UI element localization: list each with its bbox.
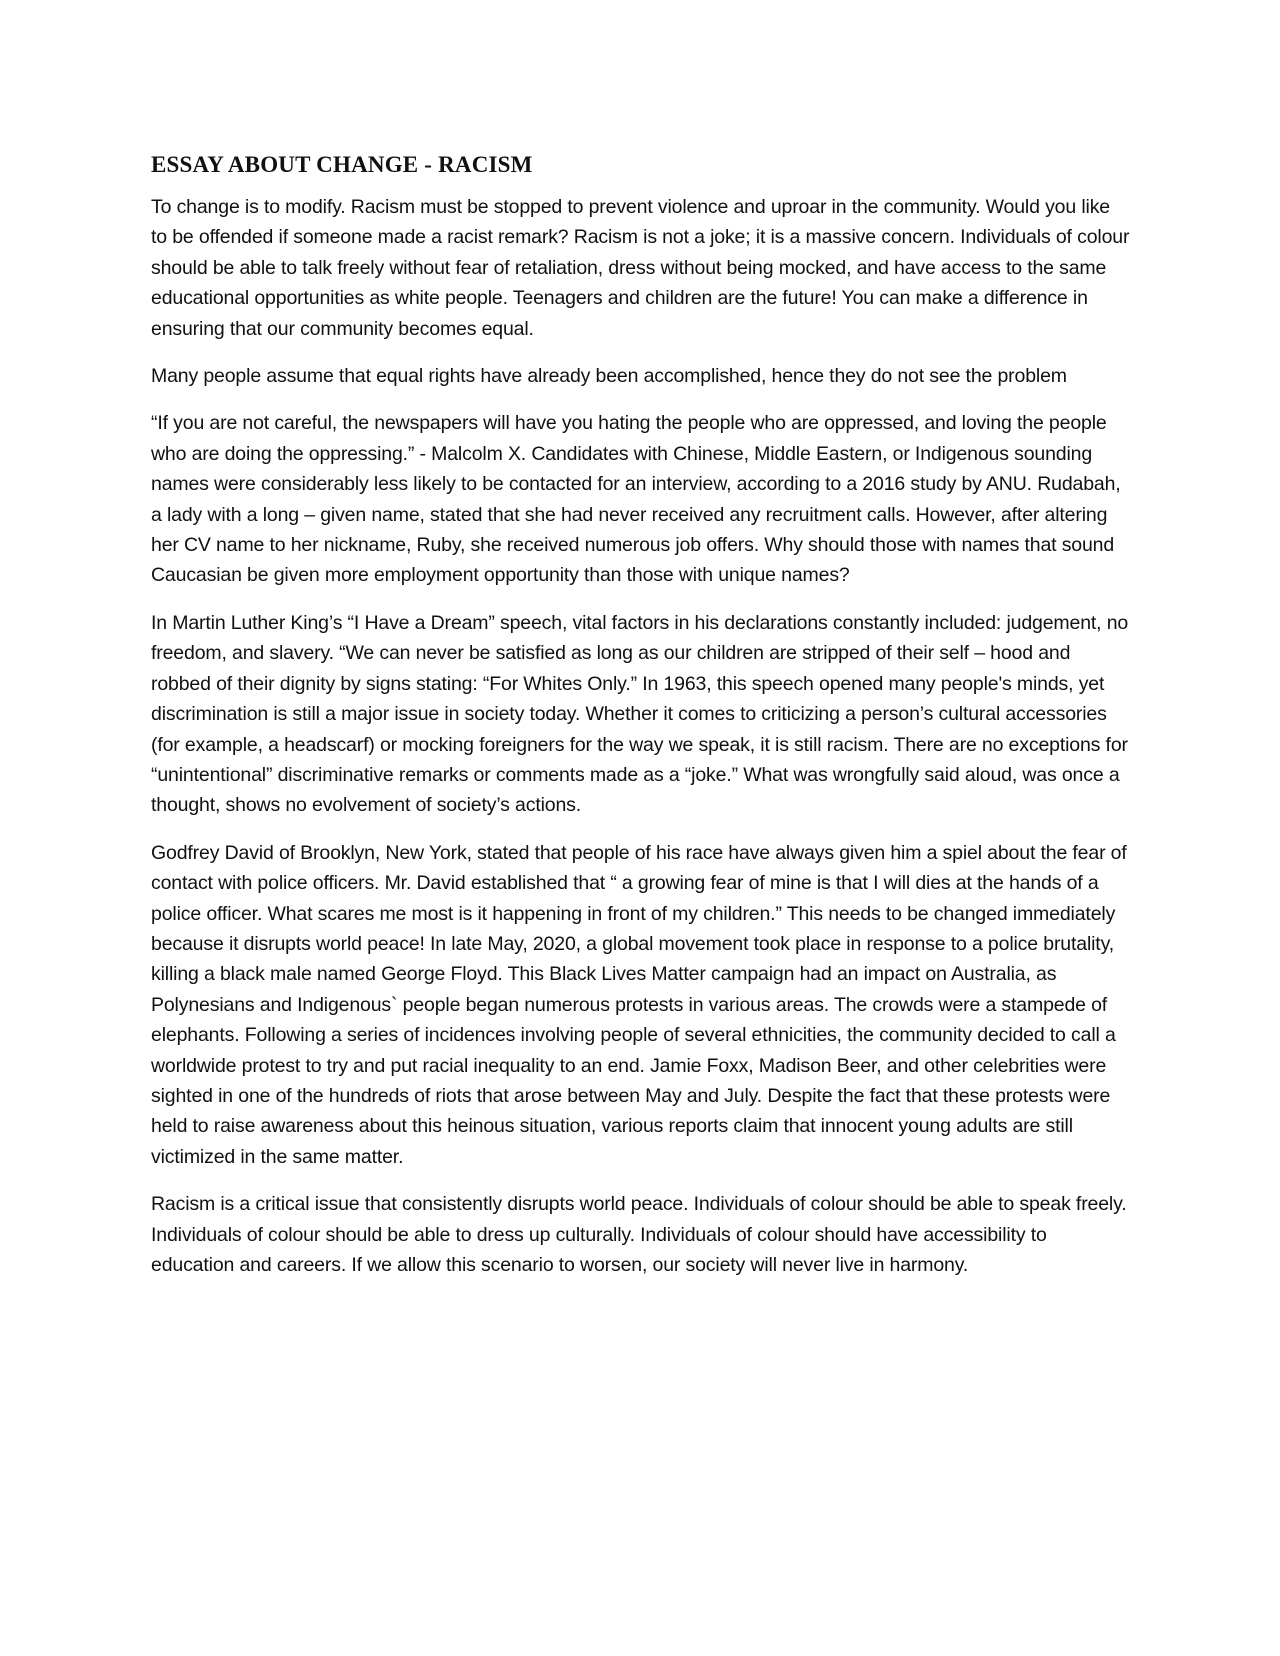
paragraph-malcolm-x: “If you are not careful, the newspapers will have you hating the people who are oppressed, and loving the people who are doing the oppressing.” - Malcolm X. Candidates with Chinese, Middle Eastern, or Indigenous sounding names were considerably less likely to be contacted for an interview, according to a 2016 study by ANU. Rudabah, a lady with a long – given name, stated that she had never received any recruitment calls. However, after altering her CV name to her nickname, Ruby, she received numerous job offers. Why should those with names that sound Caucasian be given more employment opportunity than those with unique names? xyxy=(151,412,1121,587)
paragraph-equal-rights: Many people assume that equal rights have already been accomplished, hence they do not see the problem xyxy=(151,365,1067,388)
paragraph-intro: To change is to modify. Racism must be stopped to prevent violence and uproar in the community. Would you like to be offended if someone made a racist remark? Racism is not a joke; it is a massive concern. Individuals of colour should be able to talk freely without fear of retaliation, dress without being mocked, and have access to the same educational opportunities as white people. Teenagers and children are the future! You can make a difference in ensuring that our community becomes equal. xyxy=(151,196,1130,340)
paragraph-conclusion: Racism is a critical issue that consistently disrupts world peace. Individuals of colour should be able to speak freely. Individuals of colour should be able to dress up culturally. Individuals of colour should have accessibility to education and careers. If we allow this scenario to worsen, our society will never live in harmony. xyxy=(151,1193,1127,1276)
paragraph-mlk: In Martin Luther King’s “I Have a Dream” speech, vital factors in his declarations constantly included: judgement, no freedom, and slavery. “We can never be satisfied as long as our children are stripped of their self – hood and robbed of their dignity by signs stating: “For Whites Only.” In 1963, this speech opened many people's minds, yet discrimination is still a major issue in society today. Whether it comes to criticizing a person’s cultural accessories (for example, a headscarf) or mocking foreigners for the way we speak, it is still racism. There are no exceptions for “unintentional” discriminative remarks or comments made as a “joke.” What was wrongfully said aloud, was once a thought, shows no evolvement of society’s actions. xyxy=(151,611,1129,817)
paragraph-godfrey-david: Godfrey David of Brooklyn, New York, stated that people of his race have always given him a spiel about the fear of contact with police officers. Mr. David established that “ a growing fear of mine is that I will dies at the hands of a police officer. What scares me most is it happening in front of my children.” This needs to be changed immediately because it disrupts world peace! In late May, 2020, a global movement took place in response to a police brutality, killing a black male named George Floyd. This Black Lives Matter campaign had an impact on Australia, as Polynesians and Indigenous` people began numerous protests in various areas. The crowds were a stampede of elephants. Following a series of incidences involving people of several ethnicities, the community decided to call a worldwide protest to try and put racial inequality to an end. Jamie Foxx, Madison Beer, and other celebrities were sighted in one of the hundreds of riots that arose between May and July. Despite the fact that these protests were held to raise awareness about this heinous situation, various reports claim that innocent young adults are still victimized in the same matter. xyxy=(151,841,1127,1168)
document-body xyxy=(151,150,1131,1297)
document-title: ESSAY ABOUT CHANGE - RACISM xyxy=(151,152,533,177)
